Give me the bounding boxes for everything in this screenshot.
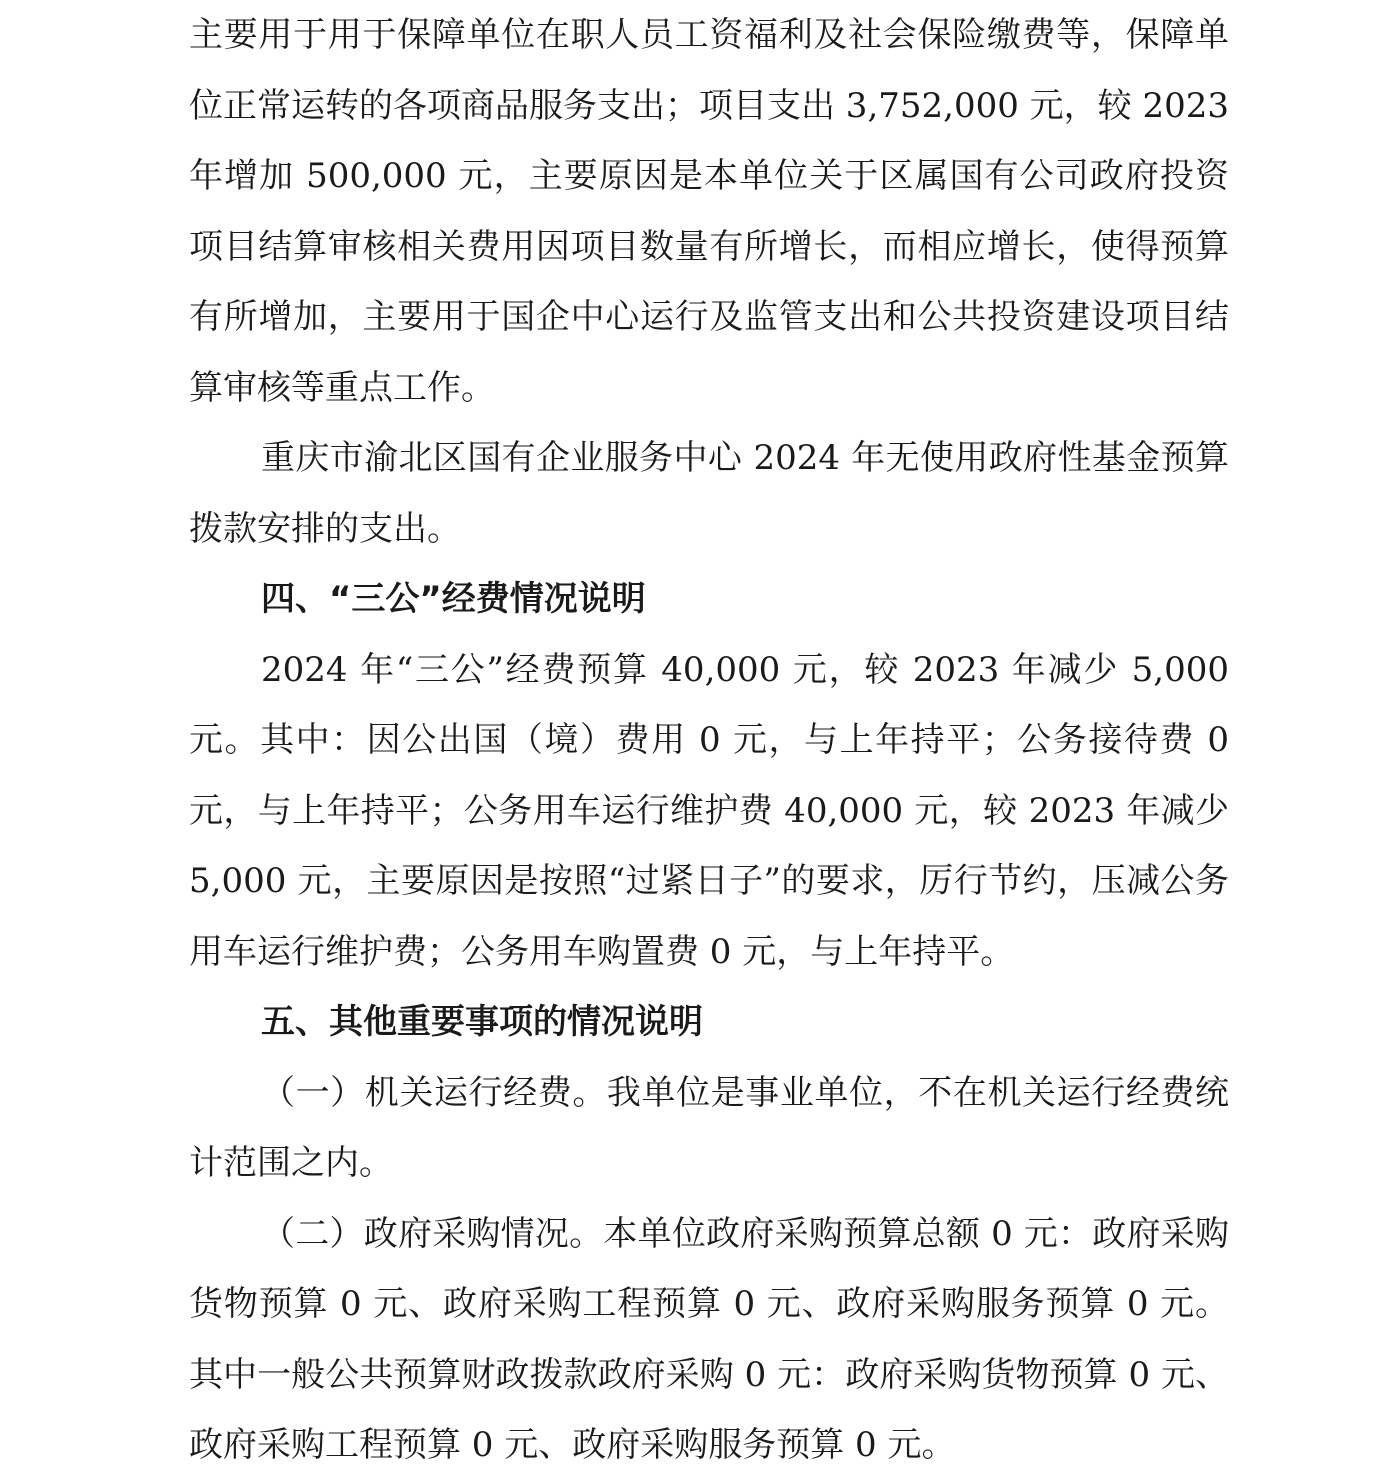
paragraph-expenditure-continuation: 主要用于用于保障单位在职人员工资福利及社会保险缴费等，保障单位正常运转的各项商品服务支出；项目支出 3,752,000 元，较 2023 年增加 500,000 元，主要原因是本单位关于区属国有公司政府投资项目结算审核相关费用因项目数量有所增长，而相应增长，使得预算有所增加，主要用于国企中心运行及监管支出和公共投资建设项目结算审核等重点工作。 [189, 15, 1229, 408]
paragraph-government-fund: 重庆市渝北区国有企业服务中心 2024 年无使用政府性基金预算拨款安排的支出。 [189, 438, 1229, 549]
paragraph-government-procurement: （二）政府采购情况。本单位政府采购预算总额 0 元：政府采购货物预算 0 元、政府采购工程预算 0 元、政府采购服务预算 0 元。其中一般公共预算财政拨款政府采购 0 元：政府采购货物预算 0 元、政府采购工程预算 0 元、政府采购服务预算 0 元。 [189, 1213, 1229, 1465]
heading-other-matters: 五、其他重要事项的情况说明 [261, 1002, 703, 1042]
paragraph-three-public-expenses: 2024 年“三公”经费预算 40,000 元，较 2023 年减少 5,000 元。其中：因公出国（境）费用 0 元，与上年持平；公务接待费 0 元，与上年持平；公务用车运行维护费 40,000 元，较 2023 年减少 5,000 元，主要原因是按照“过紧日子”的要求，厉行节约，压减公务用车运行维护费；公务用车购置费 0 元，与上年持平。 [189, 649, 1229, 972]
heading-three-public-expenses: 四、“三公”经费情况说明 [261, 579, 646, 619]
paragraph-operating-expenses: （一）机关运行经费。我单位是事业单位，不在机关运行经费统计范围之内。 [189, 1072, 1229, 1183]
document-page [189, 0, 1229, 1481]
